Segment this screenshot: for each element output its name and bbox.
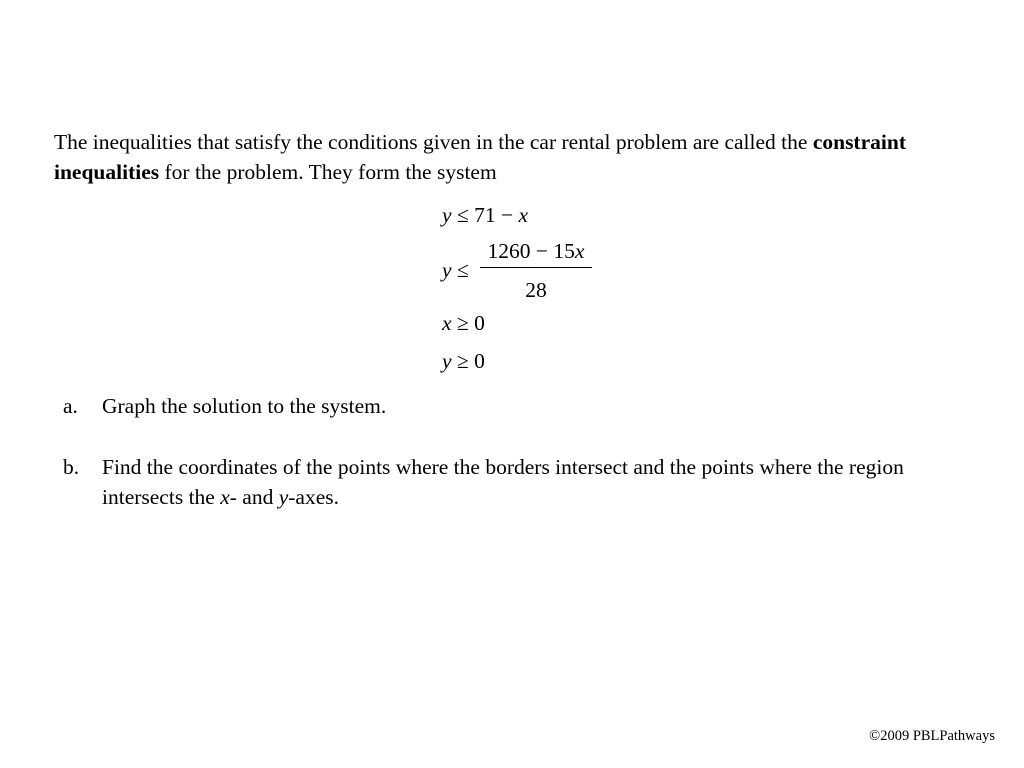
- inequality-2-lhs: [442, 257, 469, 283]
- question-b-var2: y: [278, 485, 289, 509]
- inequality-1-rel: ≤ 71 −: [451, 203, 519, 227]
- question-b-text-before: Find the coordinates of the points where the borders intersect and the points where the region intersects the: [102, 455, 904, 509]
- inequality-3-var: x: [442, 311, 452, 335]
- fraction-numerator: [480, 238, 592, 266]
- question-b-text: [102, 452, 982, 512]
- question-a-text: Graph the solution to the system.: [102, 394, 387, 418]
- intro-text-before: The inequalities that satisfy the conditions given in the car rental problem are called the: [54, 130, 813, 154]
- inequality-2-fraction: [480, 238, 592, 303]
- question-b-var1: x: [220, 485, 230, 509]
- copyright-footer: ©2009 PBLPathways: [869, 728, 995, 744]
- fraction-denominator: 28: [525, 278, 547, 302]
- question-b-marker: b.: [63, 455, 80, 479]
- fraction-numerator-var: x: [574, 239, 585, 263]
- intro-paragraph: [54, 127, 984, 187]
- inequality-4: [442, 348, 485, 374]
- question-b-text-after: -axes.: [288, 485, 340, 509]
- inequality-3: [442, 310, 485, 336]
- inequality-4-var: y: [442, 349, 452, 373]
- inequality-3-rel: ≥ 0: [451, 311, 485, 335]
- inequality-1-var: y: [442, 203, 452, 227]
- question-b-mid: - and: [229, 485, 279, 509]
- inequality-1-var2: x: [518, 203, 529, 227]
- question-a-marker: a.: [63, 394, 78, 418]
- intro-bold-term: constraint inequalities: [54, 130, 906, 184]
- question-a: [63, 391, 993, 421]
- question-b: [63, 452, 993, 512]
- inequality-2-rel: ≤: [451, 258, 469, 282]
- inequality-1: [442, 202, 528, 228]
- inequality-2-var: y: [442, 258, 452, 282]
- inequality-4-rel: ≥ 0: [451, 349, 485, 373]
- fraction-bar: [480, 267, 592, 268]
- intro-text-after: for the problem. They form the system: [159, 160, 497, 184]
- fraction-numerator-text: 1260 − 15: [487, 239, 575, 263]
